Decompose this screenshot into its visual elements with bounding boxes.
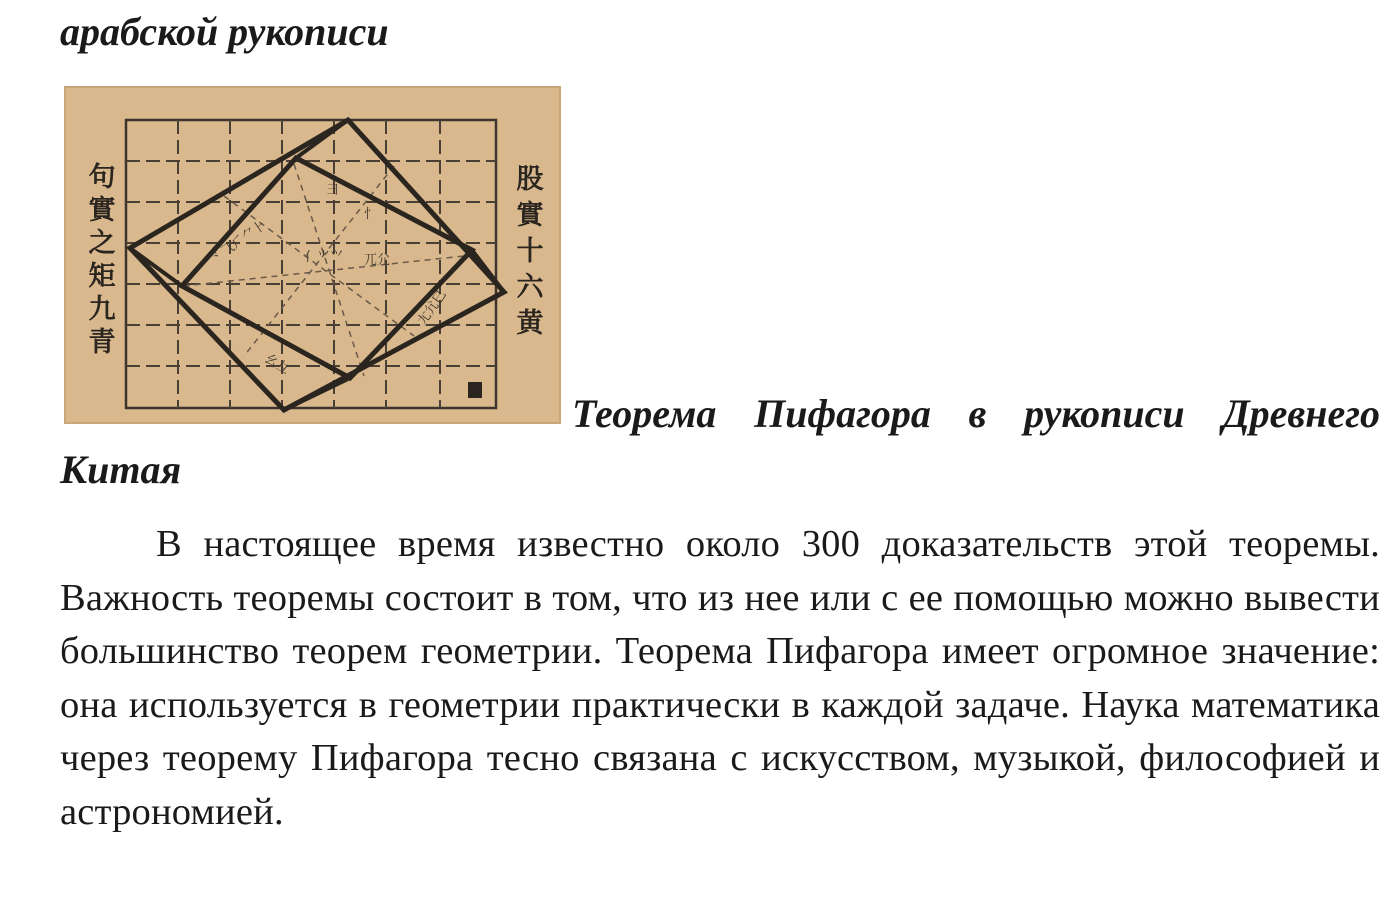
body-paragraph: В настоящее время известно около 300 доказательств этой теоремы. Важность теоремы состоит в том, что из нее или с ее помощью можно вывести большинство теорем геометрии. Теорема Пифагора имеет огромное значение: она используется в геометрии практически в каждой задаче. Наука математика через теорему Пифагора тесно связана с искусством, музыкой, философией и астрономией. xyxy=(60,523,1380,833)
svg-text:⺓⺔: ⺓⺔ xyxy=(262,351,293,378)
previous-figure-caption: арабской рукописи xyxy=(60,9,389,54)
pythagorean-diagram xyxy=(64,86,561,424)
left_column_text-char-2: 之 xyxy=(88,228,116,259)
left_column_text-char-0: 句 xyxy=(88,162,116,193)
left_column_text-char-5: 青 xyxy=(88,327,116,358)
right_column_text-char-1: 實 xyxy=(516,200,544,231)
chinese-manuscript-figure xyxy=(64,86,561,424)
left_column_text-char-1: 實 xyxy=(88,195,116,226)
svg-text:⺀⺄⺁⺈⺊: ⺀⺄⺁⺈⺊ xyxy=(207,217,270,268)
svg-text:⺅⺌⺍: ⺅⺌⺍ xyxy=(304,250,344,265)
svg-text:⺎⺏: ⺎⺏ xyxy=(364,253,391,268)
svg-text:⺖: ⺖ xyxy=(364,207,378,222)
right-column-characters xyxy=(517,164,545,339)
svg-text:⺐⺑⺒: ⺐⺑⺒ xyxy=(414,287,450,329)
right_column_text-char-4: 黄 xyxy=(516,308,544,339)
seal-mark xyxy=(468,382,482,398)
figure-caption-line2: Китая xyxy=(60,447,182,492)
right_column_text-char-3: 六 xyxy=(516,272,544,303)
right_column_text-char-2: 十 xyxy=(516,236,544,267)
left_column_text-char-4: 九 xyxy=(88,294,116,325)
right_column_text-char-0: 股 xyxy=(516,164,544,195)
left_column_text-char-3: 矩 xyxy=(88,261,116,292)
figure-caption-line1: Теорема Пифагора в рукописи Древнего xyxy=(572,391,1380,436)
svg-text:⺕: ⺕ xyxy=(326,183,340,198)
